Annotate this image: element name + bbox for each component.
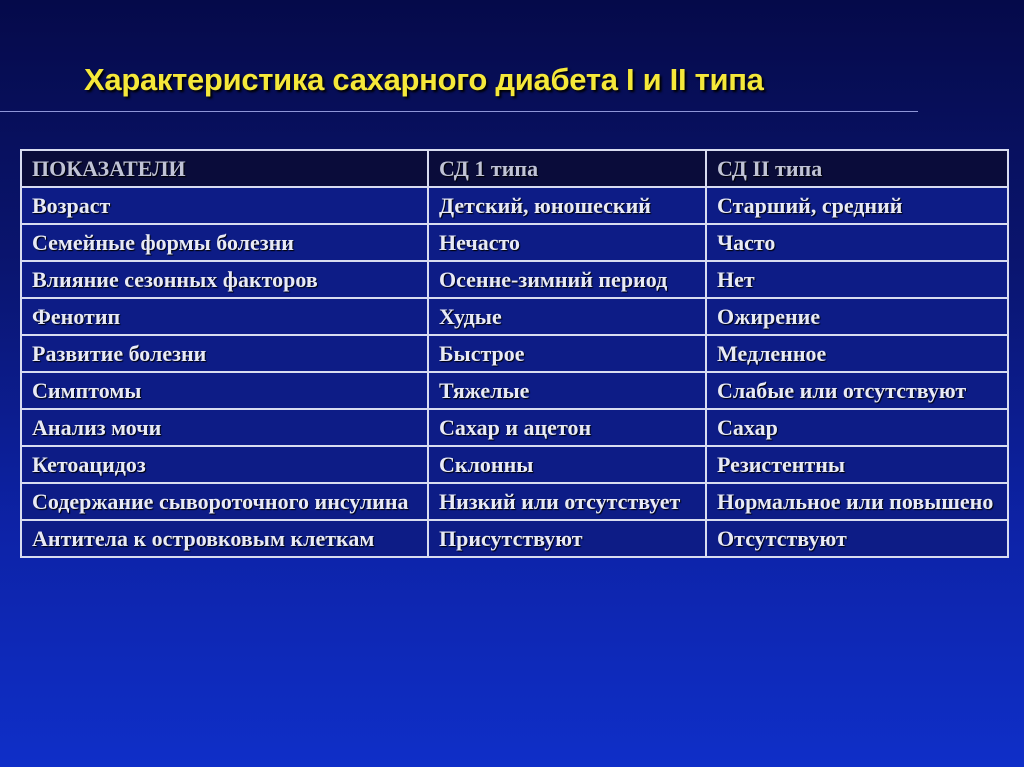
row-type2-value: Медленное (706, 335, 1008, 372)
row-type2-value: Старший, средний (706, 187, 1008, 224)
row-type2-value: Нет (706, 261, 1008, 298)
table-header-row (21, 150, 1008, 187)
row-type2-value: Нормальное или повышено (706, 483, 1008, 520)
row-type2-value: Резистентны (706, 446, 1008, 483)
row-indicator: Возраст (21, 187, 428, 224)
row-type1-value: Тяжелые (428, 372, 706, 409)
header-indicators: ПОКАЗАТЕЛИ (21, 150, 428, 187)
row-indicator: Развитие болезни (21, 335, 428, 372)
row-type2-value: Ожирение (706, 298, 1008, 335)
row-indicator: Влияние сезонных факторов (21, 261, 428, 298)
row-type1-value: Худые (428, 298, 706, 335)
row-type1-value: Детский, юношеский (428, 187, 706, 224)
table-row (21, 372, 1008, 409)
header-type2: СД II типа (706, 150, 1008, 187)
table-row (21, 261, 1008, 298)
row-type1-value: Осенне-зимний период (428, 261, 706, 298)
row-type1-value: Быстрое (428, 335, 706, 372)
table-row (21, 335, 1008, 372)
row-type2-value: Отсутствуют (706, 520, 1008, 557)
slide-title: Характеристика сахарного диабета I и II типа (84, 62, 764, 97)
row-type1-value: Низкий или отсутствует (428, 483, 706, 520)
comparison-table (20, 149, 1009, 558)
header-type1: СД 1 типа (428, 150, 706, 187)
row-type2-value: Слабые или отсутствуют (706, 372, 1008, 409)
row-indicator: Симптомы (21, 372, 428, 409)
table-row (21, 483, 1008, 520)
comparison-table-container (20, 149, 1007, 558)
row-indicator: Кетоацидоз (21, 446, 428, 483)
table-row (21, 187, 1008, 224)
row-type2-value: Часто (706, 224, 1008, 261)
row-indicator: Фенотип (21, 298, 428, 335)
row-indicator: Содержание сывороточного инсулина (21, 483, 428, 520)
table-row (21, 520, 1008, 557)
row-type1-value: Склонны (428, 446, 706, 483)
table-row (21, 409, 1008, 446)
title-divider (0, 111, 918, 112)
table-row (21, 224, 1008, 261)
row-type1-value: Присутствуют (428, 520, 706, 557)
row-type1-value: Нечасто (428, 224, 706, 261)
row-type1-value: Сахар и ацетон (428, 409, 706, 446)
row-type2-value: Сахар (706, 409, 1008, 446)
row-indicator: Семейные формы болезни (21, 224, 428, 261)
table-row (21, 298, 1008, 335)
row-indicator: Анализ мочи (21, 409, 428, 446)
table-row (21, 446, 1008, 483)
row-indicator: Антитела к островковым клеткам (21, 520, 428, 557)
